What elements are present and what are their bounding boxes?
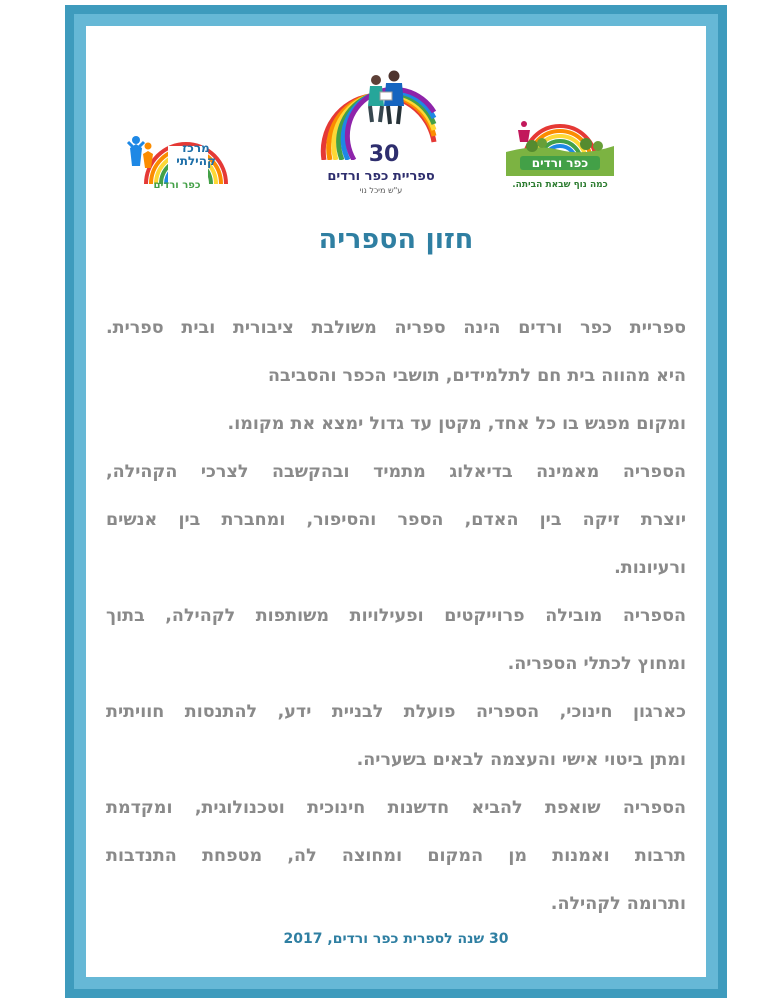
body-line: ותרומה לקהילה. <box>550 894 686 914</box>
page-frame-inner <box>74 14 718 989</box>
library-logo-dedication: ע"ש מיכל נוי <box>359 186 403 195</box>
body-line: תרבות ואמנות מן המקום ומחוצה לה, מטפחת התנדבות <box>106 846 686 866</box>
body-line: היא מהווה בית חם לתלמידים, תושבי הכפר והסביבה <box>268 366 686 386</box>
body-line: יוצרת זיקה בין האדם, הספר והסיפור, ומחברת בין אנשים <box>106 510 686 530</box>
body-line: הספריה מובילה פרוייקטים ופעילויות משותפות לקהילה, בתוך <box>106 606 686 626</box>
body-line: כארגון חינוכי, הספריה פועלת לבניית ידע, להתנסות חוויתית <box>106 702 686 722</box>
library-30-logo <box>316 70 446 196</box>
body-line: ומקום מפגש בו כל אחד, מקטן עד גדול ימצא את מקומו. <box>227 414 686 434</box>
body-line: ורעיונות. <box>614 558 686 578</box>
document-page <box>86 26 706 977</box>
vision-body <box>106 304 686 928</box>
body-line: הספריה מאמינה בדיאלוג מתמיד ובהקשבה לצרכי הקהילה, <box>106 462 686 482</box>
community-logo-line3: כפר ורדים <box>153 180 201 191</box>
community-logo-line1: מרכז <box>182 141 210 155</box>
community-center-logo <box>126 126 236 196</box>
footer-caption: 30 שנה לספרית כפר ורדים, 2017 <box>283 931 509 947</box>
village-logo <box>506 116 614 196</box>
community-logo-line2: קהילתי <box>176 154 216 168</box>
village-logo-name: כפר ורדים <box>520 156 600 170</box>
library-logo-name: ספריית כפר ורדים <box>327 169 435 184</box>
body-line: הספריה שואפת להביא חדשנות חינוכית וטכנולוגית, ומקדמת <box>106 798 686 818</box>
library-logo-number: 30 <box>368 142 400 167</box>
body-line: ספריית כפר ורדים הינה ספריה משולבת ציבורית ובית ספרית. <box>106 318 686 338</box>
body-line: ומתן ביטוי אישי והעצמה לבאים בשעריה. <box>356 750 686 770</box>
page-title: חזון הספריה <box>318 224 474 255</box>
body-line: ומחוץ לכתלי הספריה. <box>507 654 686 674</box>
page-frame-outer <box>65 5 727 998</box>
village-logo-slogan: כמה נוף שבאת הביתה. <box>512 180 608 190</box>
logos-row <box>86 70 706 200</box>
